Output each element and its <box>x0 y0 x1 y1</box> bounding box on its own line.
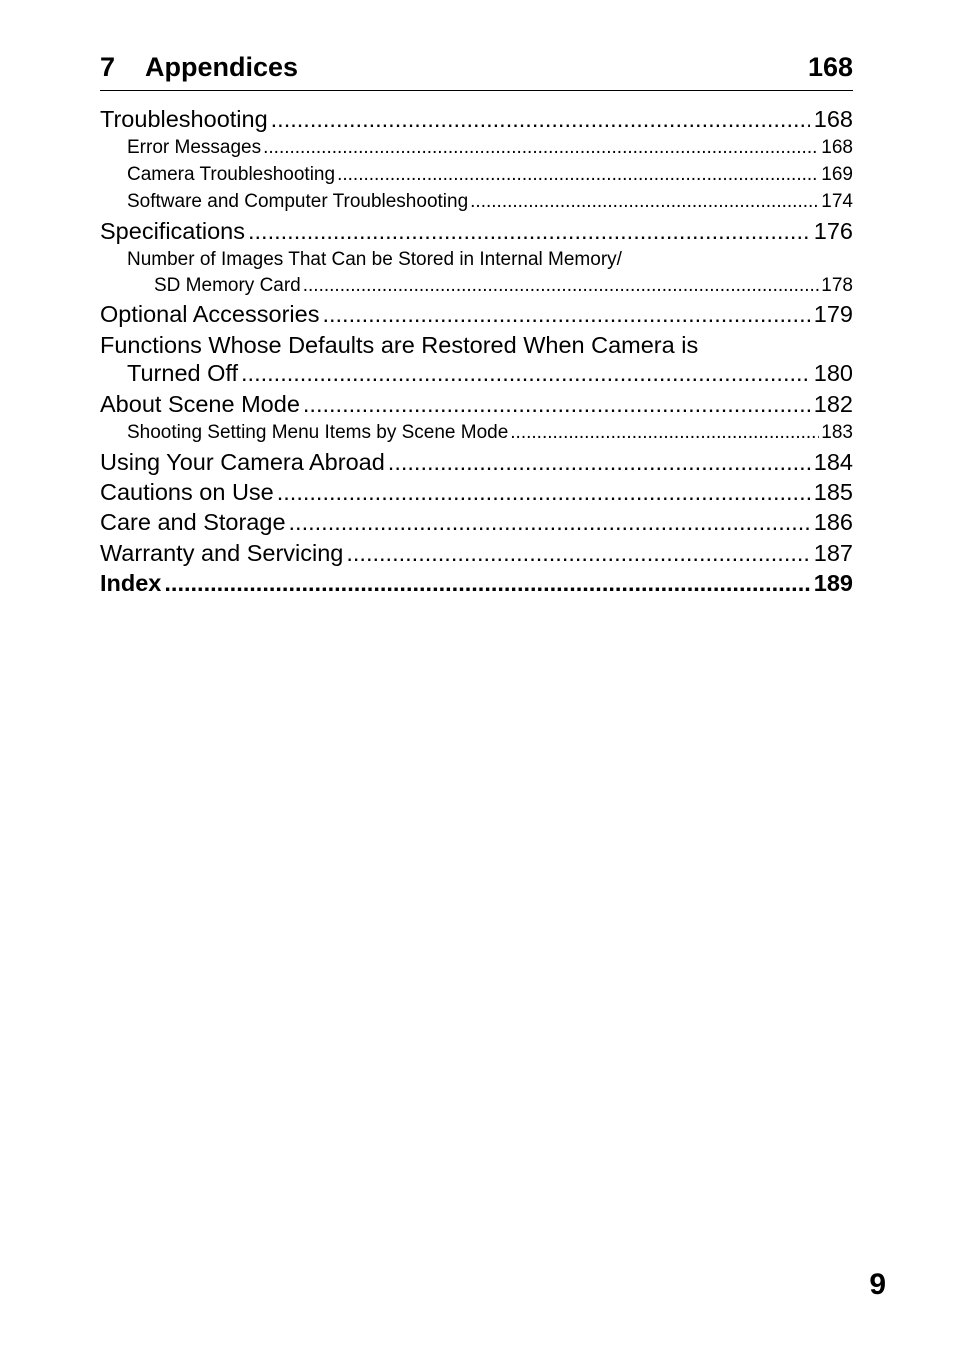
toc-entry-label: Number of Images That Can be Stored in Internal Memory/ <box>127 249 622 270</box>
toc-entry-label: Warranty and Servicing <box>100 540 344 566</box>
toc-entry-label: Index <box>100 570 162 596</box>
toc-entry-label: Optional Accessories <box>100 301 320 327</box>
toc-entry-using-camera-abroad[interactable] <box>100 447 853 477</box>
dot-leader <box>164 568 809 598</box>
toc-entry-optional-accessories[interactable] <box>100 299 853 329</box>
toc-entry-care-and-storage[interactable] <box>100 507 853 537</box>
toc-entry-label: Camera Troubleshooting <box>127 164 336 185</box>
toc-entry-warranty-servicing[interactable] <box>100 538 853 568</box>
dot-leader <box>263 135 819 161</box>
toc-entry-page: 176 <box>813 218 853 244</box>
dot-leader <box>289 507 810 537</box>
toc-entry-error-messages[interactable] <box>127 135 853 161</box>
dot-leader <box>510 420 819 446</box>
dot-leader <box>241 358 810 388</box>
chapter-page: 168 <box>807 52 853 82</box>
dot-leader <box>271 104 810 134</box>
toc-entry-page: 180 <box>813 360 853 386</box>
toc-entry-page: 168 <box>821 137 853 158</box>
toc-entry-label: About Scene Mode <box>100 391 300 417</box>
chapter-number: 7 <box>100 52 116 82</box>
dot-leader <box>277 477 810 507</box>
toc-entry-page: 187 <box>813 540 853 566</box>
toc-entry-label: SD Memory Card <box>154 275 301 296</box>
toc-entry-page: 178 <box>821 275 853 296</box>
toc-entry-page: 182 <box>813 391 853 417</box>
toc-entry-label: Turned Off <box>127 360 239 386</box>
dot-leader <box>303 389 810 419</box>
toc-entry-page: 189 <box>813 570 853 596</box>
toc-entry-page: 184 <box>813 449 853 475</box>
toc-entry-software-troubleshooting[interactable] <box>127 189 853 215</box>
toc-entry-about-scene-mode[interactable] <box>100 389 853 419</box>
toc-entry-label: Shooting Setting Menu Items by Scene Mode <box>127 422 509 443</box>
chapter-title: Appendices <box>145 52 299 82</box>
toc-entry-page: 183 <box>821 422 853 443</box>
toc-entry-functions-defaults-line1[interactable] <box>100 330 853 360</box>
dot-leader <box>322 299 809 329</box>
toc-entry-label: Care and Storage <box>100 509 286 535</box>
toc-entry-page: 186 <box>813 509 853 535</box>
dot-leader <box>388 447 810 477</box>
toc-entry-label: Troubleshooting <box>100 106 268 132</box>
toc-entry-troubleshooting[interactable] <box>100 104 853 134</box>
toc-entry-label: Functions Whose Defaults are Restored When Camera is <box>100 332 699 358</box>
dot-leader <box>303 273 820 299</box>
toc-entry-cautions-on-use[interactable] <box>100 477 853 507</box>
dot-leader <box>248 216 810 246</box>
toc-entry-specifications[interactable] <box>100 216 853 246</box>
toc-entry-images-stored[interactable] <box>154 273 853 299</box>
toc-entry-camera-troubleshooting[interactable] <box>127 162 853 188</box>
toc-entry-images-stored-line1[interactable] <box>127 247 853 273</box>
toc-entry-page: 174 <box>821 191 853 212</box>
toc-entry-page: 179 <box>813 301 853 327</box>
toc-entry-label: Using Your Camera Abroad <box>100 449 385 475</box>
toc-entry-page: 169 <box>821 164 853 185</box>
page-number: 9 <box>869 1268 886 1301</box>
toc-entry-shooting-setting-menu[interactable] <box>127 420 853 446</box>
toc-entry-label: Error Messages <box>127 137 262 158</box>
dot-leader <box>470 189 819 215</box>
toc-entry-page: 168 <box>813 106 853 132</box>
toc-entry-page: 185 <box>813 479 853 505</box>
toc-entry-index[interactable] <box>100 568 853 598</box>
toc-entry-functions-defaults[interactable] <box>127 358 853 388</box>
dot-leader <box>337 162 819 188</box>
toc-entry-label: Software and Computer Troubleshooting <box>127 191 469 212</box>
toc-entry-label: Cautions on Use <box>100 479 274 505</box>
toc-entry-label: Specifications <box>100 218 245 244</box>
dot-leader <box>346 538 809 568</box>
chapter-header <box>100 50 853 91</box>
